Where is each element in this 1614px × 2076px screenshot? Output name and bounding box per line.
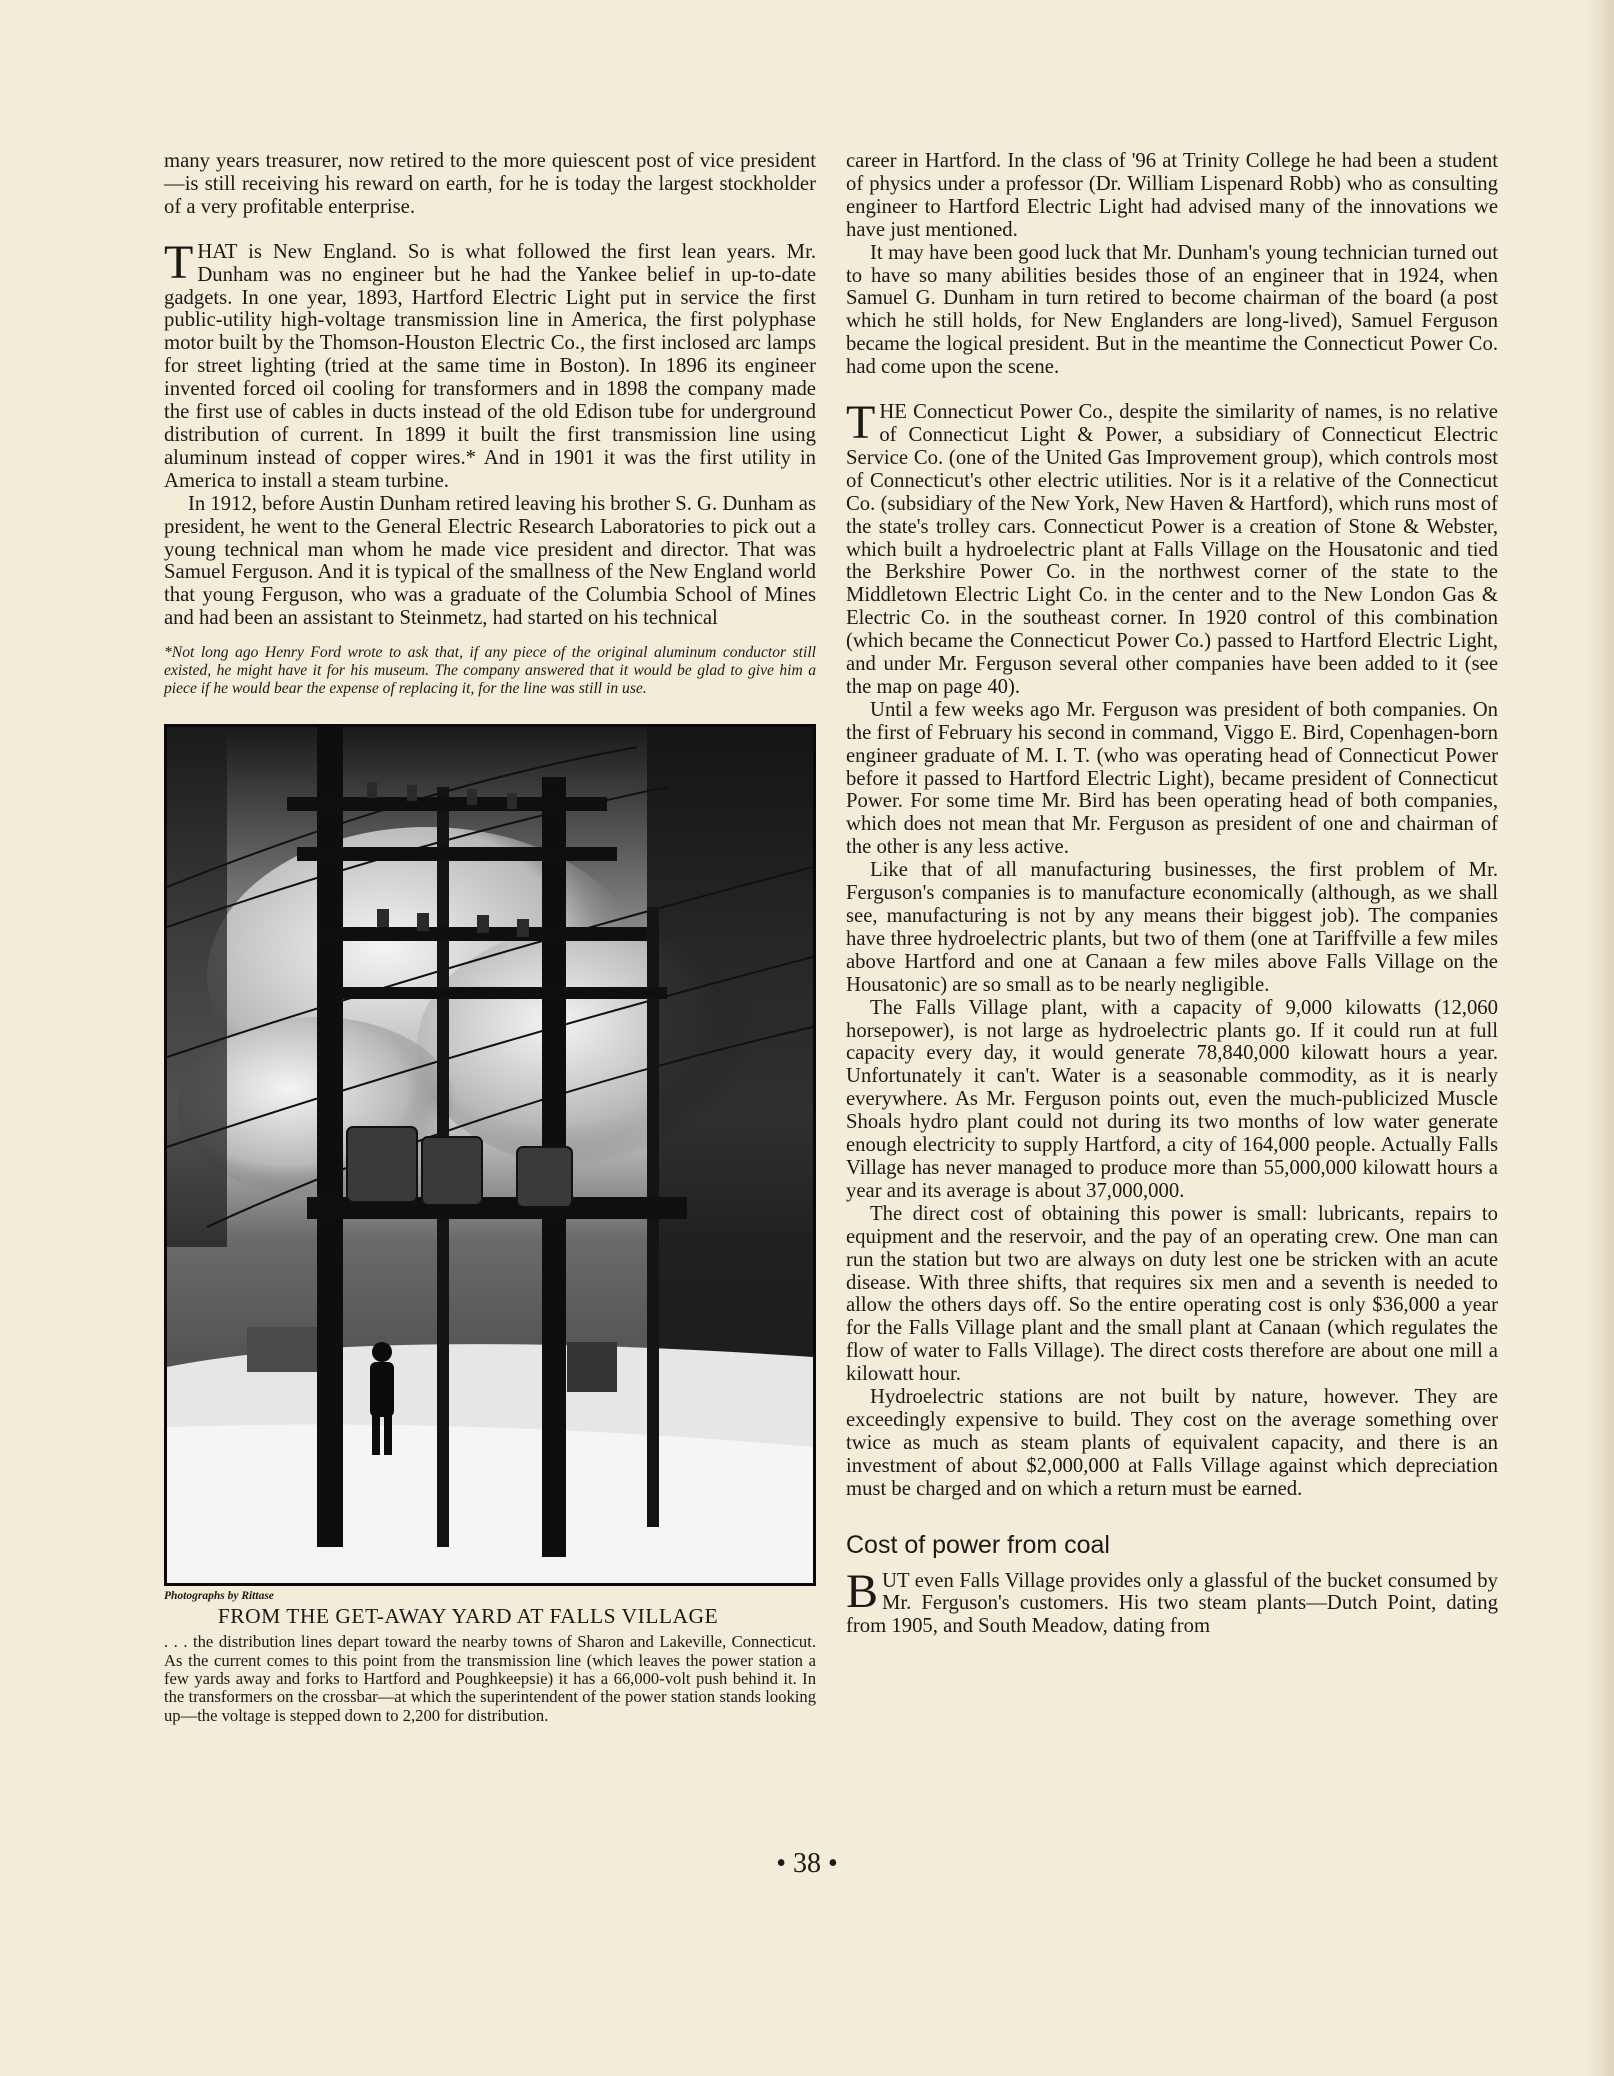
section-heading: Cost of power from coal bbox=[846, 1530, 1110, 1559]
right-paragraph-2: It may have been good luck that Mr. Dunham's young technician turned out to have so many abilities besides those of an engineer that in 1924, when Samuel G. Dunham in turn retired to become chairman of the board (a post which he still holds, for New Englanders are long-lived), Samuel Ferguson became the logical president. But in the meantime the Connecticut Power Co. had come upon the scene. bbox=[846, 241, 1498, 379]
paragraph-text: HAT is New England. So is what followed the first lean years. Mr. Dunham was no engineer but he had the Yankee belief in up-to-date gadgets. In one year, 1893, Hartford Electric Light put in service the first public-utility high-voltage transmission line in America, the first polyphase motor built by the Thomson-Houston Electric Co., the first inclosed arc lamps for street lighting (tried at the same time in Boston). In 1896 its engineer invented forced oil cooling for transformers and in 1898 the company made the first use of cables in ducts instead of the old Edison tube for underground distribution of current. In 1899 it built the first transmission line using aluminum instead of copper wires.* And in 1901 it was the first utility in America to install a steam turbine. bbox=[164, 240, 816, 492]
paragraph-text: UT even Falls Village provides only a glassful of the bucket consumed by Mr. Ferguson's customers. His two steam plants—Dutch Point, dating from 1905, and South Meadow, dating from bbox=[846, 1569, 1498, 1638]
right-paragraph-8: Hydroelectric stations are not built by nature, however. They are exceedingly expensive to build. They cost on the average something over twice as much as steam plants of equivalent capacity, and there is an investment of about $2,000,000 at Falls Village against which depreciation must be charged and on which a return must be earned. bbox=[846, 1386, 1498, 1500]
right-paragraph-6: The Falls Village plant, with a capacity of 9,000 kilowatts (12,060 horsepower), is not large as hydroelectric plants go. If it could run at full capacity every day, it would generate 78,840,000 kilowatt hours a year. Unfortunately it can't. Water is a seasonable commodity, as it is nearly everywhere. As Mr. Ferguson points out, even the much-publicized Muscle Shoals hydro plant could not during its two months of low water generate enough electricity to supply Hartford, a city of 164,000 people. Actually Falls Village has never managed to produce more than 55,000,000 kilowatt hours a year and its average is about 37,000,000. bbox=[846, 996, 1498, 1202]
right-paragraph-5: Like that of all manufacturing businesses, the first problem of Mr. Ferguson's companies is to manufacture economically (although, as we shall see, manufacturing is not by any means their biggest job). The companies have three hydroelectric plants, but two of them (one at Tariffville a few miles above Hartford and one at Canaan a few miles above Falls Village on the Housatonic) are so small as to be nearly negligible. bbox=[846, 859, 1498, 996]
footnote: *Not long ago Henry Ford wrote to ask that, if any piece of the original aluminum conductor still existed, he might have it for his museum. The company answered that it would be glad to give him a piece if he would bear the expense of replacing it, for the line was still in use. bbox=[164, 644, 816, 698]
page-number: • 38 • bbox=[776, 1848, 838, 1879]
drop-cap: B bbox=[846, 1564, 879, 1618]
right-dropcap-paragraph bbox=[846, 396, 1498, 699]
right-paragraph-7: The direct cost of obtaining this power is small: lubricants, repairs to equipment and the reservoir, and the pay of an operating crew. One man can run the station but two are always on duty lest one be stricken with an acute disease. With three shifts, that requires six men and a seventh is needed to allow the others days off. So the entire operating cost is only $36,000 a year for the Falls Village plant and the small plant at Canaan (which regulates the flow of water to Falls Village). The direct costs therefore are about one mill a kilowatt hour. bbox=[846, 1202, 1498, 1386]
paragraph-text: HE Connecticut Power Co., despite the similarity of names, is no relative of Connecticut Light & Power, a subsidiary of Connecticut Electric Service Co. (one of the United Gas Improvement group), which controls most of Connecticut's other electric utilities. Nor is it a relative of the Connecticut Co. (subsidiary of the New York, New Haven & Hartford), which runs most of the state's trolley cars. Connecticut Power is a creation of Stone & Webster, which built a hydroelectric plant at Falls Village on the Housatonic and tied the Berkshire Power Co. in the northwest corner of the state to the Middletown Electric Light Co. in the center and to the New London Gas & Electric Co. in the southeast corner. In 1920 control of this combination (which became the Connecticut Power Co.) passed to Hartford Electric Light, and under Mr. Ferguson several other companies have been added to it (see the map on page 40). bbox=[846, 401, 1498, 698]
drop-cap: T bbox=[164, 235, 194, 289]
page-edge bbox=[1586, 0, 1614, 2076]
left-continuation-paragraph: many years treasurer, now retired to the more quiescent post of vice president—is still receiving his reward on earth, for he is today the largest stockholder of a very profitable enterprise. bbox=[164, 150, 816, 218]
right-continuation-paragraph: career in Hartford. In the class of '96 at Trinity College he had been a student of physics under a professor (Dr. William Lispenard Robb) who as consulting engineer to Hartford Electric Light had advised many of the innovations we have just mentioned. bbox=[846, 150, 1498, 241]
right-column bbox=[846, 150, 1498, 1638]
photo-credit: Photographs by Rittase bbox=[164, 1590, 274, 1603]
caption-title: FROM THE GET-AWAY YARD AT FALLS VILLAGE bbox=[217, 1604, 719, 1629]
right-paragraph-4: Until a few weeks ago Mr. Ferguson was president of both companies. On the first of February his second in command, Viggo E. Bird, Copenhagen-born engineer graduate of M. I. T. (who was operating head of Connecticut Power before it passed to Hartford Electric Light), became president of Connecticut Power. For some time Mr. Bird has been operating head of both companies, which does not mean that Mr. Ferguson as president of one and chairman of the other is any less active. bbox=[846, 698, 1498, 859]
left-paragraph-3: In 1912, before Austin Dunham retired leaving his brother S. G. Dunham as president, he went to the General Electric Research Laboratories to pick out a young technical man whom he made vice president and director. That was Samuel Ferguson. And it is typical of the smallness of the New England world that young Ferguson, who was a graduate of the Columbia School of Mines and had been an assistant to Steinmetz, had started on his technical bbox=[164, 492, 816, 630]
photo-caption: . . . the distribution lines depart toward the nearby towns of Sharon and Lakeville, Connecticut. As the current comes to this point from the transmission line (which leaves the power station a few yards away and forks to Hartford and Poughkeepsie) it has a 66,000-volt push behind it. In the transformers on the crossbar—at which the superintendent of the power station stands looking up—the voltage is stepped down to 2,200 for distribution. bbox=[164, 1632, 816, 1725]
photograph-power-lines bbox=[164, 724, 816, 1586]
drop-cap: T bbox=[846, 396, 876, 450]
right-dropcap-paragraph-2 bbox=[846, 1564, 1498, 1639]
left-dropcap-paragraph bbox=[164, 235, 816, 493]
left-column bbox=[164, 150, 816, 1725]
